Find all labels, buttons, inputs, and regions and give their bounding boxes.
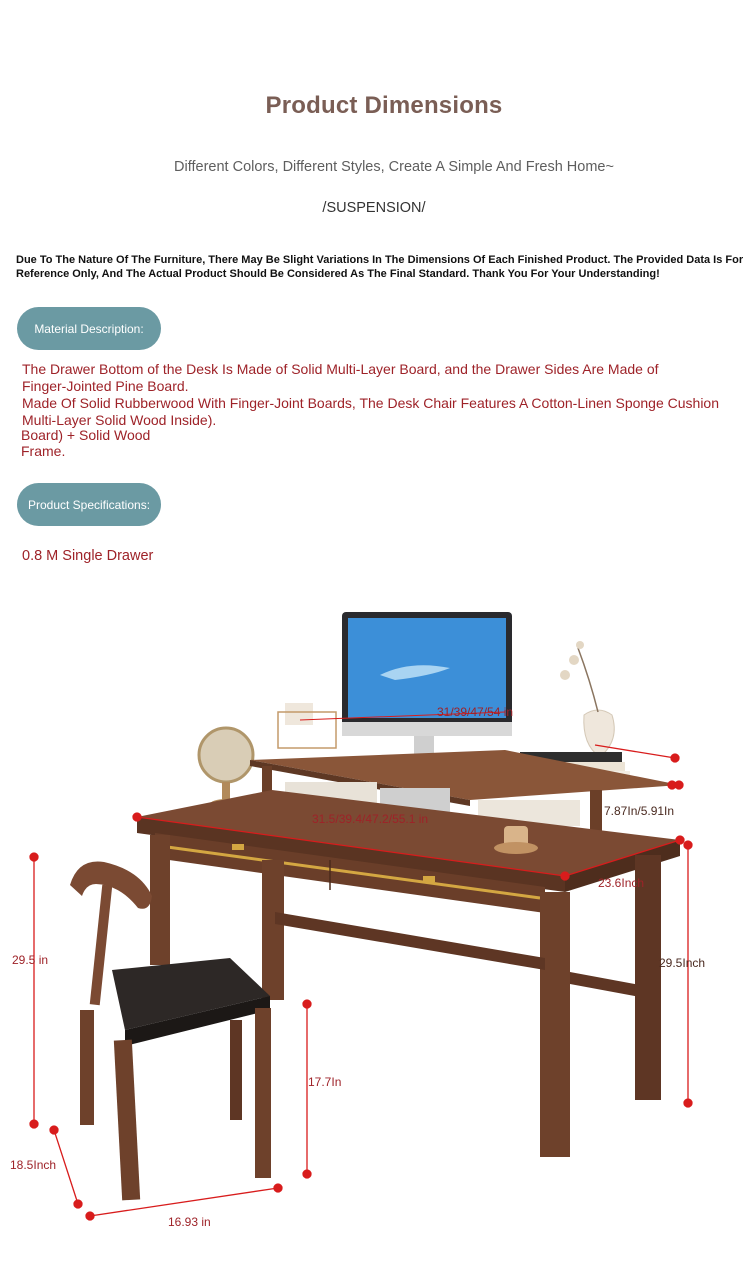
monitor-illustration <box>342 612 512 768</box>
desk-width-label: 31.5/39.4/47.2/55.1 in <box>312 812 429 826</box>
product-specifications-label: Product Specifications: <box>27 497 151 512</box>
chair-illustration <box>70 861 271 1200</box>
shelf-depth-label: 7.87In/5.91In <box>604 804 675 818</box>
desk-height-label: 29.5Inch <box>659 956 706 970</box>
material-description-text <box>22 361 750 429</box>
material-line: Board) + Solid Wood <box>21 427 151 443</box>
chair-width-label: 16.93 in <box>168 1215 211 1229</box>
product-specifications-pill <box>17 483 161 526</box>
desk-depth-label: 23.6Inch <box>598 876 645 890</box>
disclaimer-text: Due To The Nature Of The Furniture, There May Be Slight Variations In The Dimensions Of Each Finished Product. The Provided Data Is For Reference Only, And The Actual Product Should Be Considered As The Final Standard. Thank You For Your Understanding! <box>16 254 744 280</box>
chair-depth-label: 18.5Inch <box>10 1158 57 1172</box>
material-description-label: Material Description: <box>34 321 144 336</box>
material-description-text-extra <box>21 427 221 459</box>
specification-value: 0.8 M Single Drawer <box>22 548 154 564</box>
seat-height-label: 17.7In <box>308 1075 342 1089</box>
page-title: Product Dimensions <box>265 92 503 119</box>
material-description-pill <box>17 307 161 350</box>
organizer-illustration <box>278 703 336 748</box>
desk-dimension-illustration <box>0 590 750 1280</box>
material-line: Multi-Layer Solid Wood Inside). <box>22 412 217 428</box>
material-line: Frame. <box>21 443 66 459</box>
chair-height-label: 29.5 in <box>12 953 49 967</box>
page-subtitle: Different Colors, Different Styles, Create A Simple And Fresh Home~ <box>174 159 614 175</box>
series-label: /SUSPENSION/ <box>322 200 426 216</box>
shelf-width-label: 31/39/47/54 in <box>437 705 514 719</box>
material-line: The Drawer Bottom of the Desk Is Made of Solid Multi-Layer Board, and the Drawer Sides Are Made of <box>22 361 659 377</box>
material-line: Made Of Solid Rubberwood With Finger-Joint Boards, The Desk Chair Features A Cotton-Linen Sponge Cushion <box>22 395 719 411</box>
vase-illustration <box>560 641 614 757</box>
material-line: Finger-Jointed Pine Board. <box>22 378 189 394</box>
